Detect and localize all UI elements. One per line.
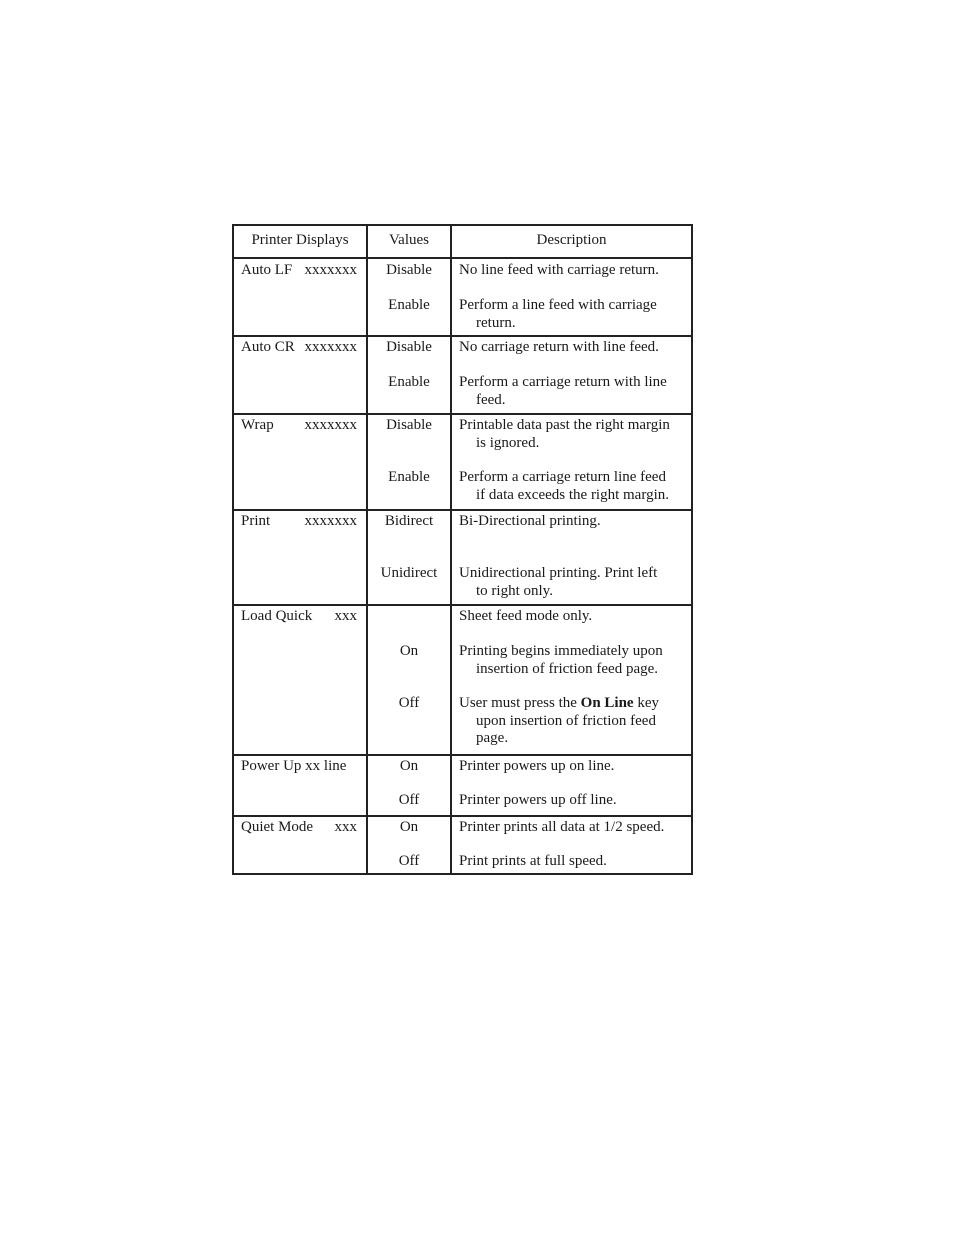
on-line-key-label: On Line: [580, 695, 634, 711]
header-printer-displays: Printer Displays: [251, 232, 349, 248]
description-cell: Perform a line feed with carriage return.: [459, 297, 657, 331]
description-cell: Printer prints all data at 1/2 speed.: [459, 819, 665, 835]
table-header: [234, 226, 691, 259]
description-cell: Printer powers up off line.: [459, 792, 617, 808]
description-cell: Printable data past the right margin is ignored.: [459, 417, 670, 451]
description-cell: Unidirectional printing. Print left to right only.: [459, 565, 658, 599]
value-cell: Bidirect: [384, 513, 434, 529]
value-cell: On: [399, 643, 419, 659]
header-description: Description: [536, 232, 607, 248]
table-row: [234, 756, 691, 817]
value-cell: Enable: [388, 297, 430, 313]
display-label: Power Up xx line: [241, 758, 347, 774]
display-label: Quiet Mode: [241, 819, 314, 835]
table-row: [234, 337, 691, 415]
printer-settings-table: [232, 224, 693, 875]
value-cell: Off: [398, 695, 420, 711]
display-suffix: xxx: [334, 819, 357, 835]
display-label: Print: [241, 513, 271, 529]
description-cell: Print prints at full speed.: [459, 853, 607, 869]
description-cell: Bi-Directional printing.: [459, 513, 601, 529]
value-cell: Enable: [388, 469, 430, 485]
value-cell: Off: [398, 792, 420, 808]
description-cell: No line feed with carriage return.: [459, 262, 659, 278]
display-label: Auto CR: [241, 339, 295, 355]
value-cell: On: [399, 758, 419, 774]
description-cell: Perform a carriage return with line feed.: [459, 374, 667, 408]
value-cell: Enable: [388, 374, 430, 390]
description-cell: Printing begins immediately upon insertion of friction feed page.: [459, 643, 663, 677]
header-values: Values: [389, 232, 429, 248]
value-cell: Off: [398, 853, 420, 869]
display-suffix: xxxxxxx: [304, 417, 357, 433]
description-cell: Perform a carriage return line feed if data exceeds the right margin.: [459, 469, 669, 503]
display-label: Load Quick: [241, 608, 313, 624]
display-suffix: xxx: [334, 608, 357, 624]
description-cell: Sheet feed mode only.: [459, 608, 593, 624]
value-cell: Unidirect: [380, 565, 438, 581]
table-row: [234, 511, 691, 606]
display-suffix: xxxxxxx: [304, 262, 357, 278]
display-label: Wrap: [241, 417, 274, 433]
table-row: [234, 606, 691, 756]
display-label: Auto LF: [241, 262, 293, 278]
table-row: [234, 415, 691, 511]
value-cell: Disable: [386, 417, 432, 433]
display-suffix: xxxxxxx: [304, 513, 357, 529]
value-cell: Disable: [386, 262, 432, 278]
description-cell: Printer powers up on line.: [459, 758, 615, 774]
table-row: [234, 259, 691, 337]
value-cell: Disable: [386, 339, 432, 355]
value-cell: On: [399, 819, 419, 835]
description-cell: No carriage return with line feed.: [459, 339, 659, 355]
description-cell: User must press the On Line key upon insertion of friction feed page.: [459, 695, 660, 746]
table-row: [234, 817, 691, 873]
display-suffix: xxxxxxx: [304, 339, 357, 355]
